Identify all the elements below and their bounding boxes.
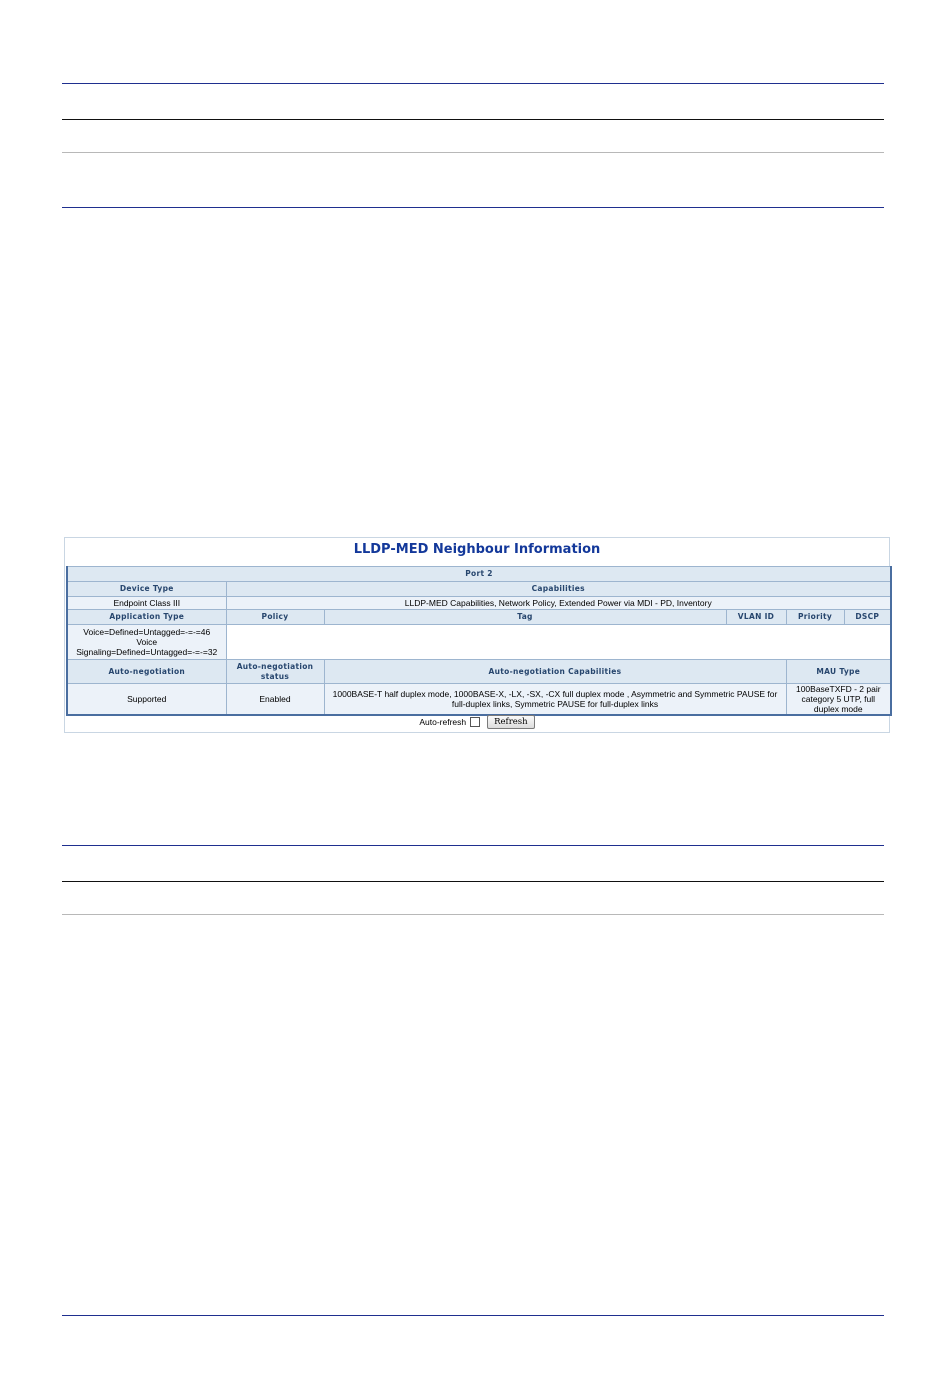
top-rule <box>62 83 884 84</box>
priority-header: Priority <box>786 610 844 625</box>
device-type-header: Device Type <box>67 582 226 597</box>
vlan-id-header: VLAN ID <box>726 610 786 625</box>
lower-row-divider <box>62 914 884 915</box>
refresh-button[interactable]: Refresh <box>487 715 535 729</box>
autoneg-status-header: Auto-negotiation status <box>226 660 324 684</box>
mau-type-header: MAU Type <box>786 660 891 684</box>
autoneg-capabilities-value: 1000BASE-T half duplex mode, 1000BASE-X, -LX, -SX, -CX full duplex mode , Asymmetric and Symmetric PAUSE for full-duplex links, Symmetric PAUSE for full-duplex links <box>324 684 786 716</box>
policy-blank-cell <box>226 625 891 660</box>
tag-header: Tag <box>324 610 726 625</box>
application-type-line: Voice=Defined=Untagged=-=-=46 <box>83 627 211 637</box>
auto-refresh-checkbox[interactable] <box>470 717 480 727</box>
lldp-med-neighbour-panel <box>64 537 890 733</box>
device-type-value: Endpoint Class III <box>67 597 226 610</box>
autoneg-capabilities-header: Auto-negotiation Capabilities <box>324 660 786 684</box>
application-type-value <box>67 625 226 660</box>
application-type-line: Signaling=Defined=Untagged=-=-=32 <box>76 647 218 657</box>
section-rule <box>62 207 884 208</box>
header-divider <box>62 119 884 120</box>
auto-refresh-label: Auto-refresh <box>419 717 467 727</box>
capabilities-header: Capabilities <box>226 582 891 597</box>
capabilities-value: LLDP-MED Capabilities, Network Policy, Extended Power via MDI - PD, Inventory <box>226 597 891 610</box>
autoneg-header: Auto-negotiation <box>67 660 226 684</box>
neighbour-table <box>66 566 892 716</box>
panel-title: LLDP-MED Neighbour Information <box>353 542 601 557</box>
dscp-header: DSCP <box>844 610 891 625</box>
lower-header-divider <box>62 881 884 882</box>
autoneg-value: Supported <box>67 684 226 716</box>
mau-type-value: 100BaseTXFD - 2 pair category 5 UTP, full duplex mode <box>786 684 891 716</box>
lower-top-rule <box>62 845 884 846</box>
application-type-line: Voice <box>136 637 158 647</box>
policy-header: Policy <box>226 610 324 625</box>
footer-rule <box>62 1315 884 1316</box>
refresh-row <box>65 713 889 731</box>
autoneg-status-value: Enabled <box>226 684 324 716</box>
application-type-header: Application Type <box>67 610 226 625</box>
port-header: Port 2 <box>67 567 891 582</box>
row-divider <box>62 152 884 153</box>
